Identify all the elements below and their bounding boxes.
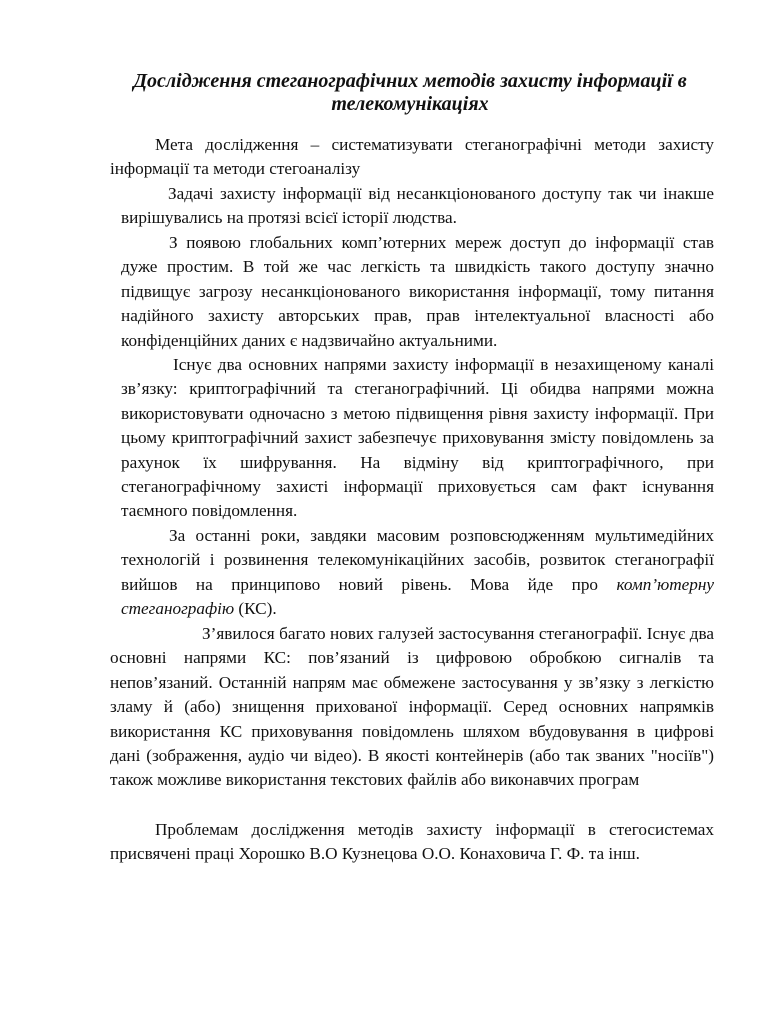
paragraph-goal: Мета дослідження – систематизувати стеганографічні методи захисту інформації та методи стегоаналізу: [110, 135, 714, 179]
paragraph-tasks: Задачі захисту інформації від несанкціонованого доступу так чи інакше вирішувались на протязі всієї історії людства.: [121, 184, 714, 228]
paragraph-directions: Існує два основних напрями захисту інформації в незахищеному каналі зв’язку: криптографічний та стеганографічний. Ці обидва напрями можна використовувати одночасно з метою підвищення рівня захисту інформації. При цьому криптографічний захист забезпечує приховування змісту повідомлень за рахунок їх шифрування. На відміну від криптографічного, при стеганографічному захисті інформації приховується сам факт існування таємного повідомлення.: [121, 355, 714, 521]
paragraph-text: За останні роки, завдяки масовим розповсюдженням мультимедійних технологій і розвинення телекомунікаційних засобів, розвиток стеганографії вийшов на принципово новий рівень. Мова йде про: [121, 526, 714, 594]
paragraph-recent-years: [121, 524, 714, 622]
paragraph-text: (КС).: [234, 599, 277, 619]
emphasis-term: комп’ютерну стеганографію: [121, 574, 714, 619]
paragraph-networks: З появою глобальних комп’ютерних мереж доступ до інформації став дуже простим. В той же час легкість та швидкість такого доступу значно підвищує загрозу несанкціонованого використання інформації, тому питання надійного захисту авторських прав, прав інтелектуальної власності або конфіденційних даних є надзвичайно актуальними.: [121, 233, 714, 350]
paragraph-applications: З’явилося багато нових галузей застосування стеганографії. Існує два основні напрями КС: пов’язаний із цифровою обробкою сигналів та непов’язаний. Останній напрям має обмежене застосування у зв’язку з легкістю зламу й (або) знищення прихованої інформації. Серед основних напрямків використання КС приховування повідомлень шляхом вбудовування в цифрові дані (зображення, аудіо чи відео). В якості контейнерів (або так званих "носіїв") також можливе використання текстових файлів або виконавчих програм: [110, 624, 714, 790]
document-title: Дослідження стеганографічних методів захисту інформації в телекомунікаціях: [133, 70, 687, 115]
paragraph-research: Проблемам дослідження методів захисту інформації в стегосистемах присвячені праці Хорошко В.О Кузнецова О.О. Конаховича Г. Ф. та інш.: [110, 820, 714, 864]
